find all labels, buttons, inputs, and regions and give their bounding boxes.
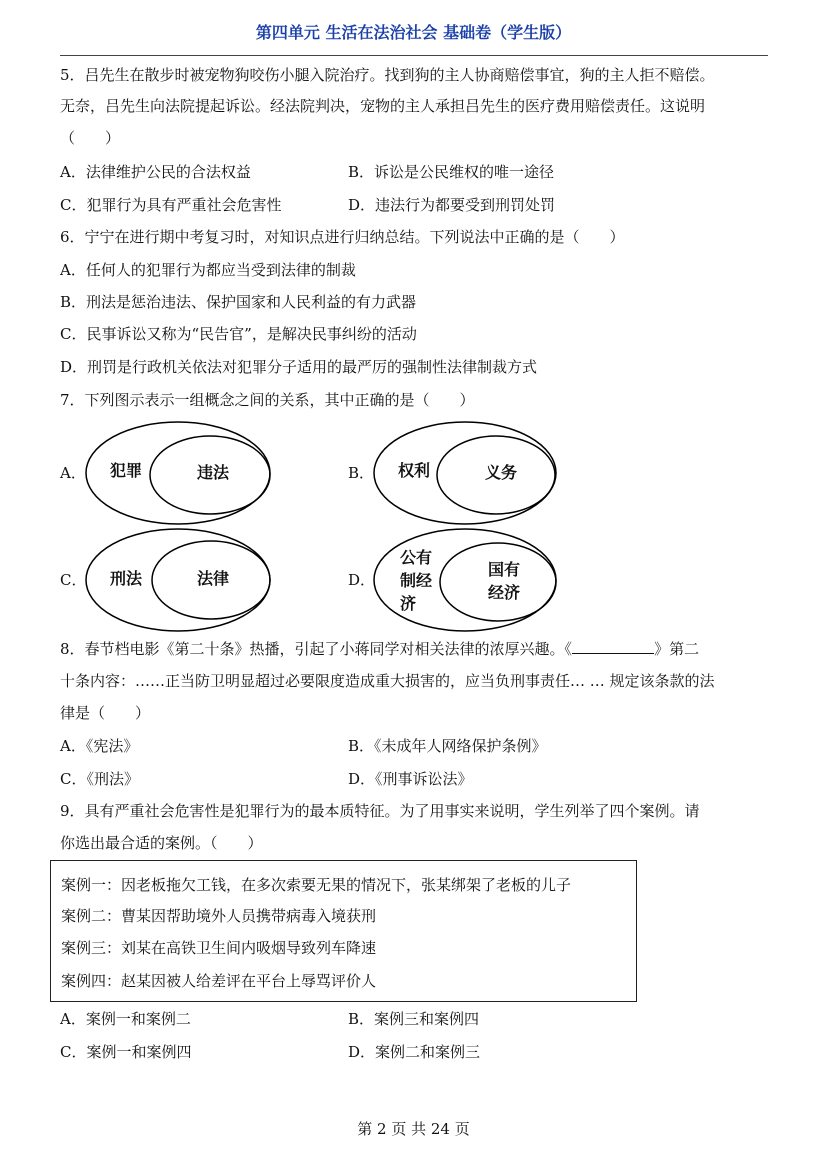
q6-option-d: D．刑罚是行政机关依法对犯罪分子适用的最严厉的强制性法律制裁方式: [60, 358, 538, 376]
inner-concept: 义务: [485, 463, 518, 482]
q9-option-a: A．案例一和案例二: [60, 1010, 191, 1028]
case-item: 案例三：刘某在高铁卫生间内吸烟导致列车降速: [61, 939, 377, 957]
q5-stem-line: 5．吕先生在散步时被宠物狗咬伤小腿入院治疗。找到狗的主人协商赔偿事宜，狗的主人拒不赔偿。: [60, 66, 715, 84]
q8-stem-text: 8．春节档电影《第二十条》热播，引起了小蒋同学对相关法律的浓厚兴趣。《: [60, 640, 573, 658]
q5-option-b: B．诉讼是公民维权的唯一途径: [348, 163, 555, 181]
outer-concept: 权利: [398, 461, 431, 480]
q5-option-d: D．违法行为都要受到刑罚处罚: [348, 196, 556, 214]
q5-option-a: A．法律维护公民的合法权益: [60, 163, 251, 181]
inner-concept: 法律: [197, 569, 230, 588]
case-item: 案例一：因老板拖欠工钱，在多次索要无果的情况下，张某绑架了老板的儿子: [61, 876, 572, 894]
q8-option-c: C．《刑法》: [60, 770, 139, 788]
q9-stem-line: 你选出最合适的案例。（ ）: [60, 834, 263, 852]
q6-stem: 6．宁宁在进行期中考复习时，对知识点进行归纳总结。下列说法中正确的是（ ）: [60, 228, 625, 246]
q5-stem-line: （ ）: [60, 129, 121, 147]
fill-in-blank: [572, 639, 654, 654]
inner-concept: 国有经济: [488, 560, 521, 602]
outer-concept: 犯罪: [110, 461, 143, 480]
q6-option-a: A．任何人的犯罪行为都应当受到法律的制裁: [60, 261, 356, 279]
q8-option-a: A．《宪法》: [60, 737, 139, 755]
q7-option-c-diagram: [60, 527, 280, 635]
case-item: 案例四：赵某因被人给差评在平台上辱骂评价人: [61, 972, 377, 990]
q8-option-b: B．《未成年人网络保护条例》: [348, 737, 547, 755]
q9-stem-line: 9．具有严重社会危害性是犯罪行为的最本质特征。为了用事实来说明，学生列举了四个案例。请: [60, 802, 700, 820]
q8-stem-line: [60, 638, 699, 660]
header-divider: [60, 55, 768, 56]
q8-stem-line: 律是（ ）: [60, 704, 151, 722]
q7-option-b-diagram: [348, 420, 568, 528]
q5-stem-line: 无奈，吕先生向法院提起诉讼。经法院判决，宠物的主人承担吕先生的医疗费用赔偿责任。这说明: [60, 97, 706, 115]
case-item: 案例二：曹某因帮助境外人员携带病毒入境获刑: [61, 907, 377, 925]
option-label: B．: [348, 464, 375, 482]
q7-stem: 7．下列图示表示一组概念之间的关系，其中正确的是（ ）: [60, 391, 475, 409]
option-label: A．: [60, 464, 86, 482]
q9-option-c: C．案例一和案例四: [60, 1043, 192, 1061]
q9-case-box: [50, 860, 637, 1002]
page-header-title: 第四单元 生活在法治社会 基础卷（学生版）: [255, 23, 572, 42]
q9-option-b: B．案例三和案例四: [348, 1010, 480, 1028]
q8-option-d: D．《刑事诉讼法》: [348, 770, 473, 788]
q7-option-a-diagram: [60, 420, 280, 528]
outer-concept: 刑法: [110, 569, 143, 588]
q5-option-c: C．犯罪行为具有严重社会危害性: [60, 196, 282, 214]
q6-option-b: B．刑法是惩治违法、保护国家和人民利益的有力武器: [60, 293, 417, 311]
q8-stem-text: 》第二: [654, 640, 700, 658]
q9-option-d: D．案例二和案例三: [348, 1043, 481, 1061]
q6-option-c: C．民事诉讼又称为“民告官”，是解决民事纠纷的活动: [60, 325, 417, 343]
option-label: D．: [348, 571, 376, 589]
inner-concept: 违法: [197, 463, 230, 482]
option-label: C．: [60, 571, 87, 589]
q8-stem-line: 十条内容：……正当防卫明显超过必要限度造成重大损害的，应当负刑事责任… … 规定该条款的法: [60, 672, 715, 690]
q7-option-d-diagram: [348, 527, 568, 635]
page-number-footer: 第 2 页 共 24 页: [357, 1120, 470, 1138]
outer-concept: 公有制经济: [400, 548, 433, 613]
